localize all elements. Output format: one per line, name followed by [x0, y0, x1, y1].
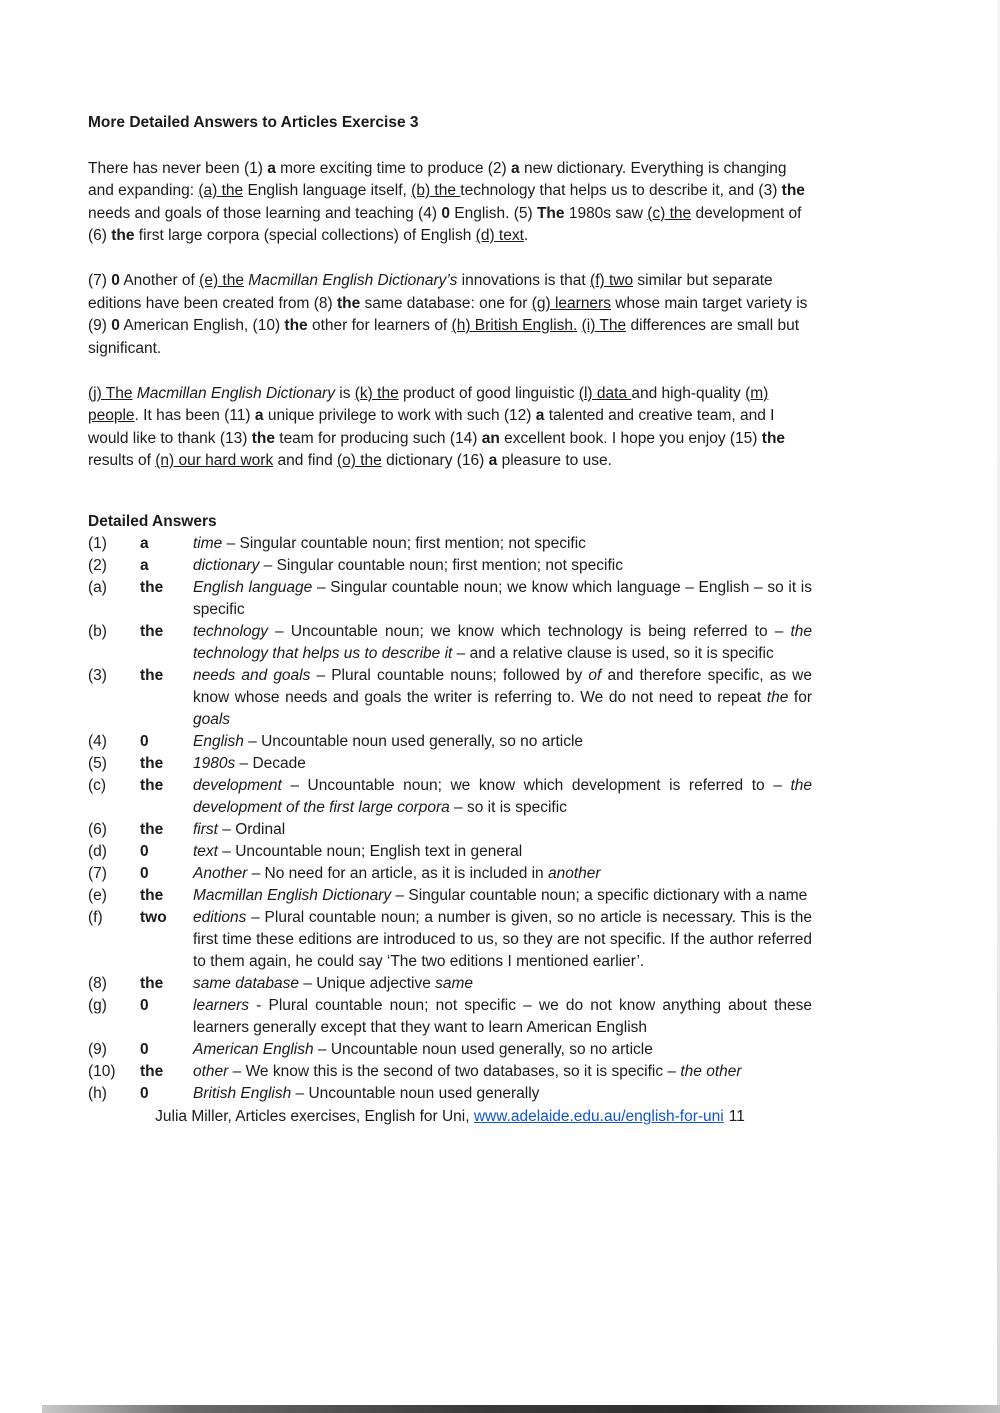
answer-row: [88, 885, 812, 907]
answer-word: the: [140, 667, 164, 684]
text-segment: (n) our hard work: [155, 452, 274, 469]
scan-edge-bottom-artifact: [42, 1405, 1000, 1413]
text-segment: – Singular countable noun; we know which language – English – so it is specific: [193, 579, 812, 618]
answer-word: 0: [140, 843, 149, 860]
text-segment: differences are small but significant.: [88, 317, 800, 357]
answer-word: 0: [140, 733, 149, 750]
text-segment: whose main target variety is (9): [88, 294, 808, 334]
text-segment: American English: [193, 1041, 314, 1058]
text-segment: (f) two: [590, 272, 634, 289]
answer-word: the: [140, 755, 164, 772]
text-segment: – Singular countable noun; a specific dictionary with a name: [391, 887, 808, 904]
page-number: 11: [728, 1108, 745, 1125]
answer-explanation: [193, 577, 812, 621]
text-segment: (m) people: [88, 384, 769, 424]
answer-row: [88, 1083, 812, 1105]
text-segment: same: [435, 975, 474, 992]
text-segment: Another of: [119, 272, 200, 289]
text-segment: is: [334, 384, 355, 402]
text-segment: (h) British English.: [451, 317, 578, 334]
text-segment: needs and goals of those learning and teaching (4): [88, 204, 442, 222]
answer-word: 0: [140, 997, 149, 1014]
text-segment: a: [511, 159, 520, 177]
answer-word: the: [140, 887, 164, 904]
text-segment: new dictionary. Everything is changing and expanding:: [88, 159, 787, 199]
text-segment: English language itself,: [243, 182, 412, 199]
text-segment: dictionary: [193, 557, 260, 574]
text-segment: .: [523, 227, 529, 244]
answer-number: (a): [88, 579, 107, 596]
answer-number: (8): [88, 975, 107, 992]
answer-number: (7): [88, 865, 107, 882]
answer-word: a: [140, 535, 149, 552]
answer-row: [88, 753, 812, 775]
answer-row: [88, 1061, 812, 1083]
footer-attribution-text: Julia Miller, Articles exercises, English for Uni,: [155, 1108, 474, 1125]
answer-number: (g): [88, 997, 107, 1014]
text-segment: the development of the first large corpora: [193, 777, 812, 816]
answer-word: the: [140, 821, 164, 838]
text-segment: and find: [273, 452, 337, 469]
answer-row: [88, 731, 812, 753]
text-segment: same database: one for: [360, 294, 532, 312]
text-segment: – Plural countable nouns; followed by: [310, 667, 589, 684]
text-segment: Macmillan English Dictionary: [193, 887, 392, 904]
answer-explanation: [193, 1039, 812, 1061]
text-segment: editions: [193, 909, 247, 926]
paragraph: [88, 270, 812, 360]
text-segment: the: [781, 182, 805, 199]
answer-number: (5): [88, 755, 107, 772]
text-segment: development: [193, 777, 282, 794]
text-segment: pleasure to use.: [497, 452, 612, 469]
answer-explanation: [193, 775, 812, 819]
text-segment: needs and goals: [193, 667, 311, 684]
text-segment: There has never been (1): [88, 159, 268, 177]
answer-word: the: [140, 579, 164, 596]
answers-heading: Detailed Answers: [88, 512, 217, 530]
text-segment: Another: [193, 865, 248, 882]
text-segment: for: [788, 689, 812, 706]
text-segment: technology: [193, 623, 268, 640]
text-segment: the technology that helps us to describe it: [193, 623, 812, 662]
text-segment: – We know this is the second of two databases, so it is specific –: [228, 1063, 681, 1080]
text-segment: text: [193, 843, 218, 860]
answer-number: (6): [88, 821, 107, 838]
answer-word: 0: [140, 1085, 149, 1102]
text-segment: – Uncountable noun used generally, so no article: [313, 1041, 653, 1058]
page-title: More Detailed Answers to Articles Exercise 3: [88, 114, 419, 131]
text-segment: (g) learners: [531, 294, 611, 312]
answer-explanation: [193, 885, 812, 907]
text-segment: dictionary (16): [381, 452, 489, 469]
answer-number: (1): [88, 535, 107, 552]
text-segment: – No need for an article, as it is included in: [247, 865, 548, 882]
answer-word: the: [140, 1063, 164, 1080]
text-segment: (c) the: [647, 204, 692, 222]
answer-row: [88, 577, 812, 621]
text-segment: learners: [193, 997, 249, 1014]
text-segment: the: [284, 317, 308, 334]
answer-explanation: [193, 973, 812, 995]
text-segment: – Uncountable noun; we know which development is referred to –: [281, 777, 791, 794]
answer-row: [88, 775, 812, 819]
text-segment: – Singular countable noun; first mention; not specific: [259, 557, 623, 574]
text-segment: product of good linguistic: [398, 384, 579, 402]
text-segment: – Unique adjective: [299, 975, 436, 992]
text-segment: (a) the: [198, 182, 244, 199]
text-segment: (e) the: [199, 272, 244, 289]
text-segment: (d) text: [475, 227, 524, 244]
text-segment: more exciting time to produce (2): [275, 159, 512, 177]
answer-row: [88, 621, 812, 665]
answer-explanation: [193, 555, 812, 577]
text-segment: similar but separate editions have been created from (8): [88, 272, 773, 312]
text-segment: another: [548, 865, 601, 882]
answer-row: [88, 863, 812, 885]
text-segment: (l) data: [578, 384, 632, 402]
text-segment: goals: [193, 711, 231, 728]
text-segment: – Uncountable noun used generally: [291, 1085, 540, 1102]
text-segment: a: [267, 159, 276, 177]
answer-number: (9): [88, 1041, 107, 1058]
text-segment: 0: [441, 204, 450, 222]
paragraph: [88, 383, 812, 473]
text-segment: the: [111, 227, 135, 244]
text-segment: – Singular countable noun; first mention; not specific: [222, 535, 586, 552]
text-segment: The: [536, 204, 565, 222]
text-segment: – Plural countable noun; a number is given, so no article is necessary. This is the first time these editions are introduced to us, so they are not specific. If the author referred to them again, he could say ‘The two editions I mentioned earlier’.: [193, 909, 812, 970]
text-segment: (j) The: [88, 384, 133, 402]
answers-list: [88, 533, 812, 1105]
answer-explanation: [193, 863, 812, 885]
text-segment: English language: [193, 579, 313, 596]
text-segment: a: [254, 407, 264, 424]
answer-number: (h): [88, 1085, 107, 1102]
text-segment: – Uncountable noun used generally, so no article: [243, 733, 584, 750]
answer-word: the: [140, 975, 164, 992]
text-segment: Macmillan English Dictionary: [136, 384, 335, 402]
answer-row: [88, 995, 812, 1039]
text-segment: and high-quality: [631, 384, 746, 402]
text-segment: innovations is that: [457, 272, 591, 289]
text-segment: (i) The: [581, 317, 627, 334]
text-segment: 0: [111, 272, 120, 289]
answer-word: 0: [140, 1041, 149, 1058]
text-segment: - Plural countable noun; not specific – we do not know anything about these learners generally except that they want to learn American English: [193, 997, 812, 1036]
text-segment: – Decade: [235, 755, 306, 772]
text-segment: the: [761, 429, 786, 447]
answer-word: the: [140, 777, 164, 794]
answer-explanation: [193, 819, 812, 841]
answer-number: (4): [88, 733, 107, 750]
answer-number: (c): [88, 777, 107, 794]
answer-explanation: [193, 995, 812, 1039]
answer-number: (b): [88, 623, 107, 640]
answer-row: [88, 1039, 812, 1061]
answer-number: (10): [88, 1063, 116, 1080]
text-segment: – Ordinal: [217, 821, 286, 838]
answer-explanation: [193, 665, 812, 731]
answer-number: (2): [88, 557, 107, 574]
text-segment: Macmillan English Dictionary’s: [248, 272, 458, 289]
text-segment: – and a relative clause is used, so it is specific: [452, 645, 774, 662]
answer-explanation: [193, 731, 812, 753]
text-segment: talented and creative team, and I would like to thank (13): [88, 407, 775, 447]
text-segment: same database: [193, 975, 299, 992]
page-footer: [88, 1106, 812, 1128]
answer-row: [88, 665, 812, 731]
text-segment: (b) the: [411, 182, 461, 199]
footer-link[interactable]: www.adelaide.edu.au/english-for-uni: [473, 1108, 724, 1125]
text-segment: British English: [193, 1085, 292, 1102]
text-segment: the: [766, 689, 789, 706]
answer-word: a: [140, 557, 149, 574]
paragraph: [88, 158, 812, 248]
text-segment: team for producing such (14): [274, 429, 482, 447]
answer-number: (d): [88, 843, 107, 860]
text-segment: (7): [88, 272, 112, 289]
text-segment: the: [251, 429, 275, 447]
text-segment: time: [193, 535, 223, 552]
answer-word: the: [140, 623, 164, 640]
answer-explanation: [193, 1061, 812, 1083]
answer-row: [88, 555, 812, 577]
text-segment: development of (6): [88, 204, 802, 244]
text-segment: American English, (10): [119, 317, 285, 334]
answer-row: [88, 533, 812, 555]
answer-explanation: [193, 621, 812, 665]
text-segment: technology that helps us to describe it, and (3): [460, 182, 782, 199]
text-segment: other for learners of: [307, 317, 452, 334]
text-segment: – Uncountable noun; English text in general: [217, 843, 523, 860]
text-segment: 0: [111, 317, 120, 334]
text-segment: (o) the: [337, 452, 382, 469]
text-segment: – so it is specific: [449, 799, 567, 816]
answer-explanation: [193, 533, 812, 555]
answer-row: [88, 907, 812, 973]
text-segment: a: [488, 452, 498, 469]
answer-explanation: [193, 907, 812, 973]
text-segment: results of: [88, 452, 156, 469]
text-segment: unique privilege to work with such (12): [263, 407, 536, 424]
answer-row: [88, 841, 812, 863]
answer-number: (3): [88, 667, 107, 684]
answer-explanation: [193, 1083, 812, 1105]
text-segment: an: [481, 429, 500, 447]
text-segment: the other: [680, 1063, 742, 1080]
text-segment: 1980s saw: [564, 204, 648, 222]
answer-number: (f): [88, 909, 103, 926]
answer-word: two: [140, 909, 167, 926]
text-segment: 1980s: [193, 755, 236, 772]
text-segment: English. (5): [449, 204, 537, 222]
text-segment: first large corpora (special collections) of English: [134, 227, 476, 244]
text-segment: and therefore specific, as we know whose needs and goals the writer is referring to. We do not need to repeat: [193, 667, 812, 706]
text-segment: English: [193, 733, 244, 750]
text-segment: excellent book. I hope you enjoy (15): [499, 429, 762, 447]
answer-explanation: [193, 841, 812, 863]
text-segment: – Uncountable noun; we know which technology is being referred to –: [267, 623, 791, 640]
text-segment: of: [588, 667, 602, 684]
text-segment: a: [535, 407, 545, 424]
text-segment: (k) the: [354, 384, 399, 402]
answer-row: [88, 819, 812, 841]
text-segment: first: [193, 821, 218, 838]
text-segment: other: [193, 1063, 229, 1080]
answer-explanation: [193, 753, 812, 775]
text-segment: the: [337, 294, 361, 312]
answer-row: [88, 973, 812, 995]
text-segment: . It has been (11): [134, 407, 255, 424]
intro-paragraphs: [88, 158, 812, 473]
answer-number: (e): [88, 887, 107, 904]
answer-word: 0: [140, 865, 149, 882]
